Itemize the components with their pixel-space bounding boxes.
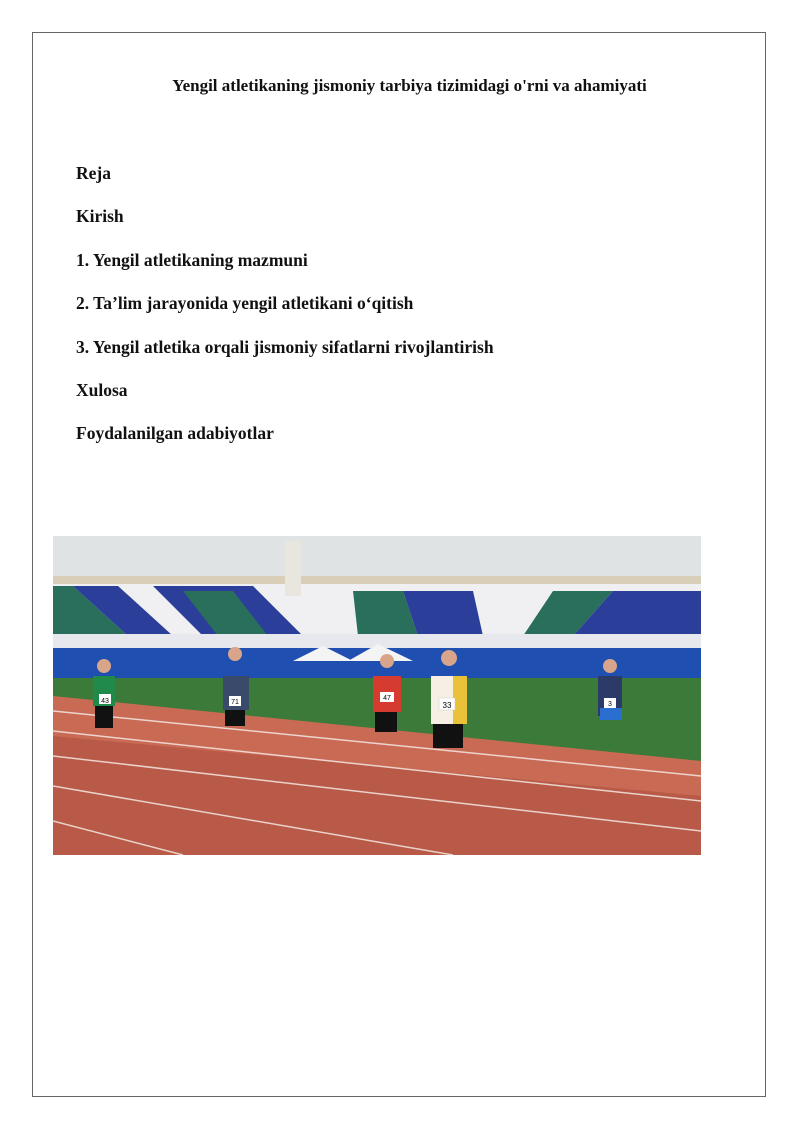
toc-item-2: 2. Ta’lim jarayonida yengil atletikani o‘qitish <box>76 293 414 313</box>
svg-text:71: 71 <box>231 699 239 706</box>
document-title: Yengil atletikaning jismoniy tarbiya tizimidagi o'rni va ahamiyati <box>172 76 647 95</box>
toc-heading-reja: Reja <box>76 163 111 183</box>
toc-item-3: 3. Yengil atletika orqali jismoniy sifatlarni rivojlantirish <box>76 337 494 357</box>
svg-text:3: 3 <box>608 701 612 708</box>
toc-item-1: 1. Yengil atletikaning mazmuni <box>76 250 308 270</box>
toc-item-adabiyotlar: Foydalanilgan adabiyotlar <box>76 423 274 443</box>
svg-text:33: 33 <box>442 701 452 710</box>
toc-item-xulosa: Xulosa <box>76 380 128 400</box>
svg-text:43: 43 <box>101 698 109 705</box>
athletics-photo <box>53 536 701 855</box>
svg-text:47: 47 <box>383 695 391 702</box>
toc-item-kirish: Kirish <box>76 206 124 226</box>
